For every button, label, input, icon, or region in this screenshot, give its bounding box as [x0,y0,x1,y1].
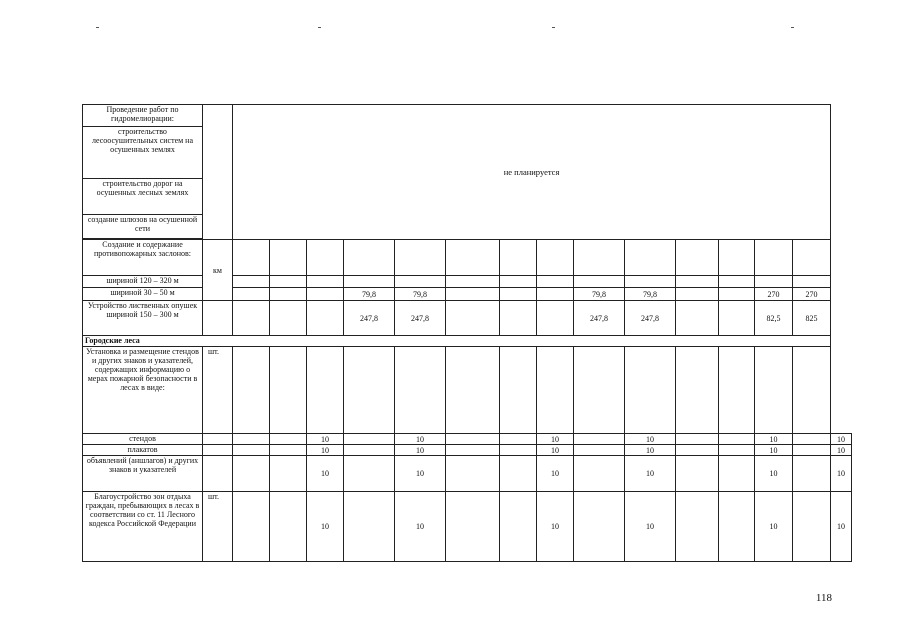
row-label-fire-breaks: Создание и содержание противопожарных заслонов: [83,240,203,276]
value-cell: 270 [755,288,793,301]
value-cell: 79,8 [344,288,395,301]
page-number: 118 [815,592,832,604]
unit-pcs: шт. [203,347,233,434]
value-cell: 10 [395,445,446,456]
value-cell: 10 [537,492,574,562]
unit-pcs: шт. [203,492,233,562]
value-cell: 10 [307,434,344,445]
forest-plan-table [82,104,852,562]
row-label-stands-header: Установка и размещение стендов и других знаков и указателей, содержащих информацию о мерах пожарной безопасности в лесах в виде: [83,347,203,434]
row-label-drainage-systems: строительство лесоосушительных систем на осушенных землях [83,127,203,179]
value-cell: 10 [395,492,446,562]
value-cell: 10 [307,492,344,562]
value-cell: 10 [625,456,676,492]
row-label-stands: стендов [83,434,203,445]
empty-unit-cell [203,105,233,240]
value-cell: 10 [625,492,676,562]
value-cell: 10 [755,445,793,456]
value-cell: 10 [395,456,446,492]
value-cell: 247,8 [395,301,446,336]
value-cell: 79,8 [625,288,676,301]
row-label-width-30-50: шириной 30 – 50 м [83,288,203,301]
not-planned-cell: не планируется [233,105,831,240]
value-cell: 79,8 [395,288,446,301]
row-label-hydro: Проведение работ по гидромелиорации: [83,105,203,127]
value-cell: 10 [395,434,446,445]
row-label-notices: объявлений (аншлагов) и других знаков и указателей [83,456,203,492]
value-cell: 10 [307,456,344,492]
value-cell: 10 [831,492,852,562]
scan-speck [791,27,794,28]
scan-speck [318,27,321,28]
value-cell: 10 [831,434,852,445]
row-label-posters: плакатов [83,445,203,456]
value-cell: 825 [793,301,831,336]
section-heading-urban-forests: Городские леса [83,336,831,347]
value-cell: 247,8 [574,301,625,336]
scan-speck [96,27,99,28]
value-cell: 10 [625,445,676,456]
row-label-sluices: создание шлюзов на осушенной сети [83,215,203,239]
value-cell: 10 [307,445,344,456]
value-cell: 10 [755,434,793,445]
value-cell: 10 [537,434,574,445]
value-cell: 79,8 [574,288,625,301]
unit-km: км [203,240,233,301]
value-cell: 10 [537,445,574,456]
row-label-width-120-320: шириной 120 – 320 м [83,276,203,288]
value-cell: 10 [537,456,574,492]
value-cell: 247,8 [344,301,395,336]
value-cell: 10 [831,456,852,492]
row-label-drained-roads: строительство дорог на осушенных лесных землях [83,179,203,215]
value-cell: 10 [831,445,852,456]
value-cell: 10 [755,492,793,562]
value-cell: 247,8 [625,301,676,336]
value-cell: 10 [755,456,793,492]
value-cell: 10 [625,434,676,445]
row-label-edges: Устройство лиственных опушек шириной 150 – 300 м [83,301,203,336]
scan-speck [552,27,555,28]
value-cell: 270 [793,288,831,301]
row-label-rest-zones: Благоустройство зон отдыха граждан, пребывающих в лесах в соответствии со ст. 11 Лесного кодекса Российской Федерации [83,492,203,562]
value-cell: 82,5 [755,301,793,336]
